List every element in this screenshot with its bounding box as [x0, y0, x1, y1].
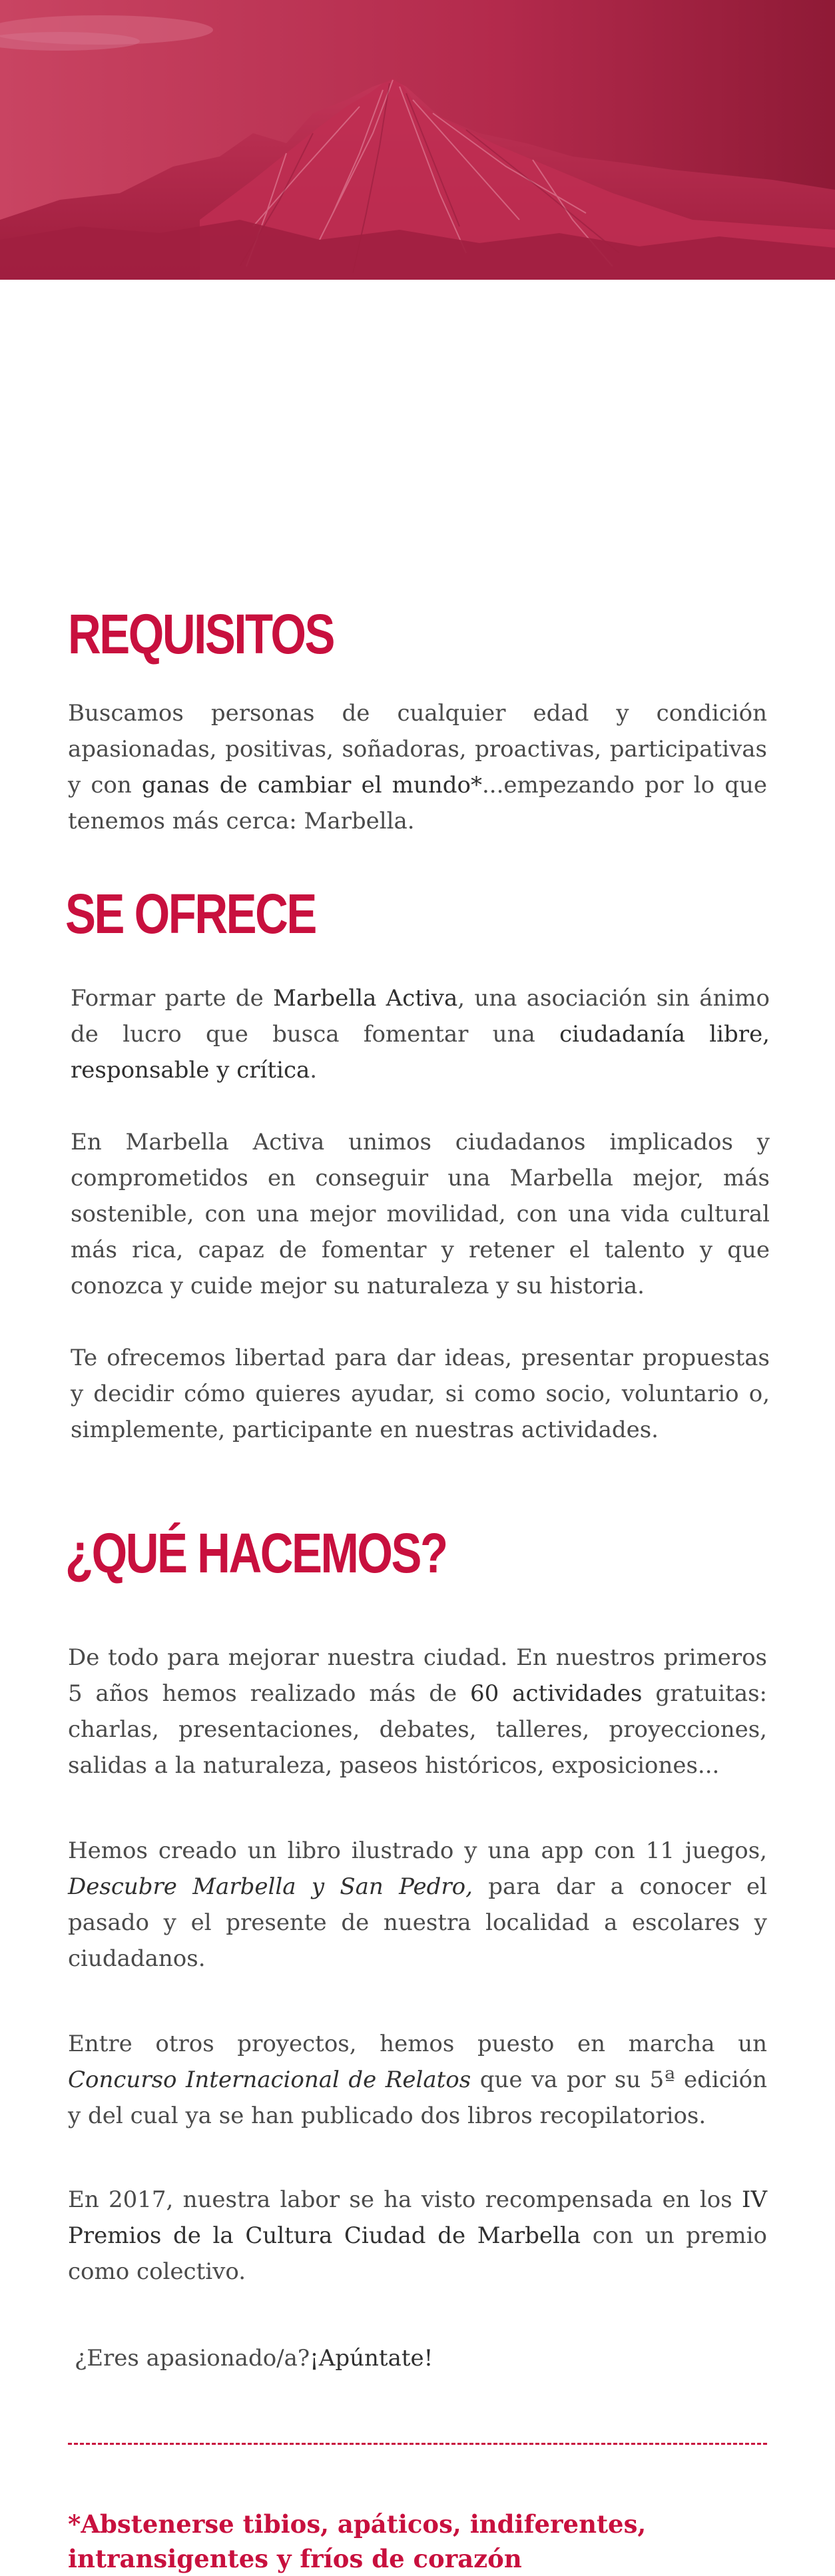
hacemos-bold-descubre-marbella: Descubre Marbella y San Pedro, — [68, 1873, 473, 1900]
ofrece-paragraph-3: Te ofrecemos libertad para dar ideas, presentar propuestas y decidir cómo quieres ayudar, si como socio, voluntario o, simplemente, participante en nuestras actividades. — [71, 1345, 770, 1443]
hacemos-text-4c: con un premio como colectivo. — [68, 2222, 767, 2285]
call-to-action — [75, 2340, 767, 2376]
cta-apuntate: ¡Apúntate! — [310, 2345, 433, 2372]
section-title-se-ofrece: SE OFRECE — [65, 882, 316, 945]
footnote-line-2: intransigentes y fríos de corazón — [68, 2544, 522, 2573]
hacemos-bold-premios: IV Premios de la Cultura Ciudad de Marbella — [68, 2186, 767, 2249]
section-title-requisitos: REQUISITOS — [68, 603, 334, 665]
hacemos-text-4a: En 2017, nuestra labor se ha visto recompensada en los — [68, 2186, 742, 2213]
mountain-illustration — [0, 0, 835, 280]
ofrece-bold-ciudadania: ciudadanía libre, responsable y crítica — [71, 1021, 770, 1084]
requisitos-text-1: Buscamos personas de cualquier edad y condición apasionadas, positivas, soñadoras, proactivas, participativas y con — [68, 700, 767, 799]
dashed-divider — [68, 2443, 767, 2445]
hacemos-bold-60-actividades: 60 actividades — [470, 1680, 643, 1707]
hacemos-paragraph-4 — [68, 2182, 767, 2290]
footnote — [68, 2507, 767, 2576]
hacemos-text-1a: De todo para mejorar nuestra ciudad. En nuestros primeros 5 años hemos realizado más de — [68, 1644, 767, 1707]
hacemos-paragraph-1 — [68, 1640, 767, 1783]
section-title-que-hacemos: ¿QUÉ HACEMOS? — [65, 1522, 447, 1584]
ofrece-bold-marbella-activa: Marbella Activa — [273, 985, 458, 1012]
footnote-line-1: *Abstenerse tibios, apáticos, indiferentes, — [68, 2509, 647, 2539]
hacemos-text-3a: Entre otros proyectos, hemos puesto en marcha un — [68, 2031, 767, 2057]
hacemos-paragraph-2 — [68, 1833, 767, 1977]
hacemos-text-1c: gratuitas: charlas, presentaciones, debates, talleres, proyecciones, salidas a la naturaleza, paseos históricos, exposiciones... — [68, 1680, 767, 1779]
ofrece-text-2: , una asociación sin ánimo de lucro que busca fomentar una — [71, 985, 770, 1048]
hacemos-text-2c: para dar a conocer el pasado y el presente de nuestra localidad a escolares y ciudadanos. — [68, 1873, 767, 1972]
hacemos-text-2a: Hemos creado un libro ilustrado y una app con 11 juegos, — [68, 1837, 767, 1864]
cta-question: ¿Eres apasionado/a? — [75, 2345, 310, 2372]
requisitos-text-bold: ganas de cambiar el mundo* — [141, 772, 482, 799]
ofrece-paragraph-1 — [71, 980, 770, 1088]
hero-mountain-banner — [0, 0, 835, 280]
ofrece-text-3: . — [310, 1057, 318, 1084]
ofrece-text-1: Formar parte de — [71, 985, 274, 1012]
hacemos-text-3c: que va por su 5ª edición y del cual ya se han publicado dos libros recopilatorios. — [68, 2067, 767, 2129]
hacemos-paragraph-3 — [68, 2026, 767, 2134]
requisitos-text-2: ...empezando por lo que tenemos más cerca: Marbella. — [68, 772, 768, 834]
ofrece-paragraph-2: En Marbella Activa unimos ciudadanos implicados y comprometidos en conseguir una Marbella mejor, más sostenible, con una mejor movilidad, con una vida cultural más rica, capaz de fomentar y retener el talento y que conozca y cuide mejor su naturaleza y su historia. — [71, 1129, 770, 1299]
requisitos-paragraph — [68, 695, 767, 839]
hacemos-bold-concurso: Concurso Internacional de Relatos — [68, 2067, 471, 2093]
